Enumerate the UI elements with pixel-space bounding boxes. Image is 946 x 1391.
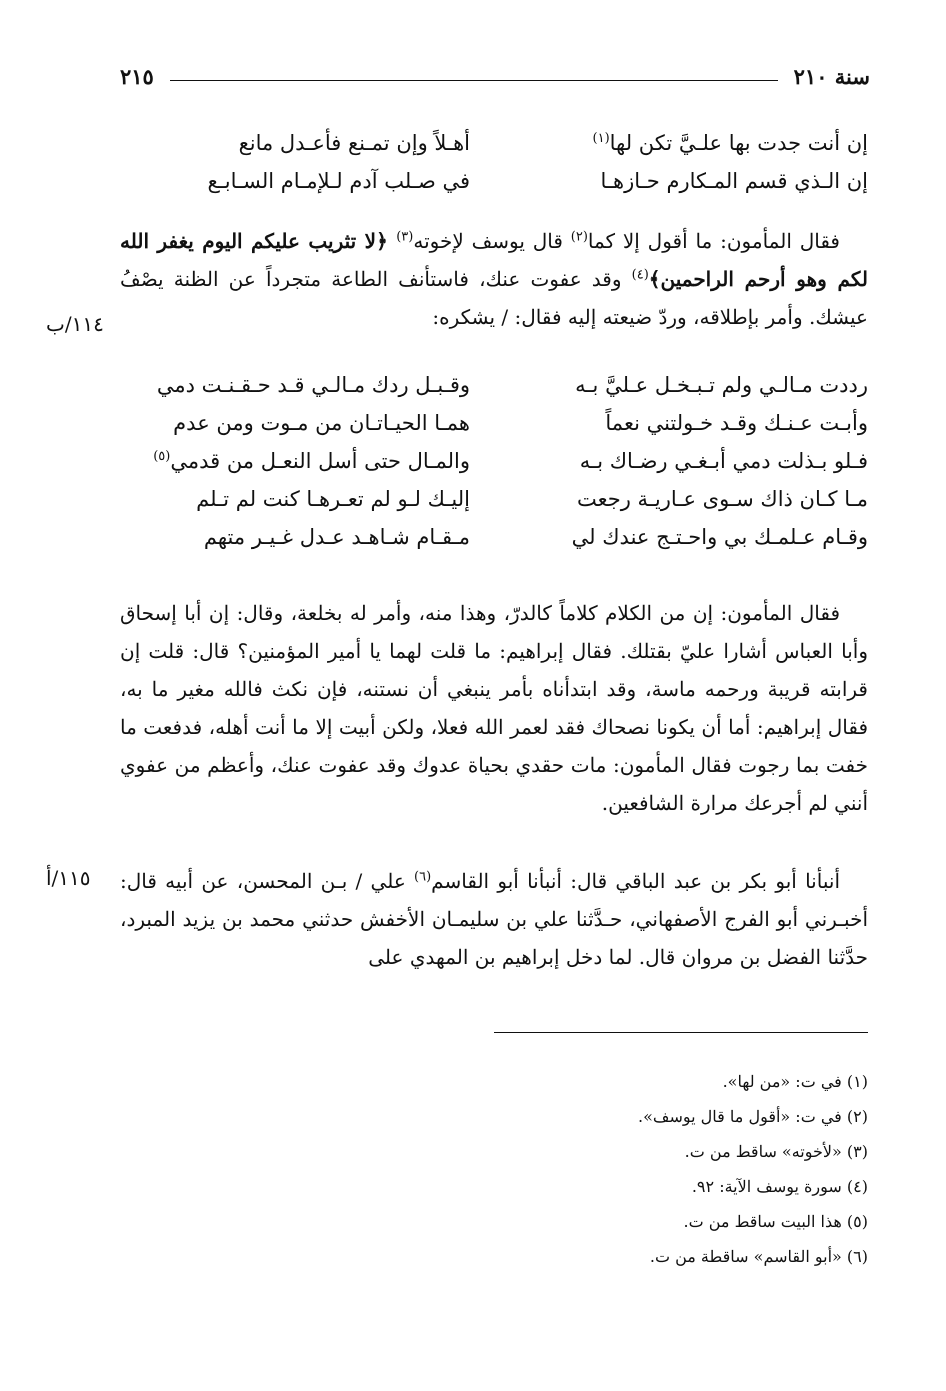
footnote: (٣) «لأخوته» ساقط من ت. [684, 1142, 868, 1161]
footnote: (٦) «أبو القاسم» ساقطة من ت. [649, 1247, 868, 1266]
verse-line [120, 480, 868, 518]
poem-top [120, 124, 868, 200]
page-number: ٢١٥ [120, 64, 154, 89]
verse-line [120, 404, 868, 442]
first-hemistich: إن أنت جدت بها علـيَّ تكن لها$^{(١)}$ [592, 131, 868, 155]
footnote: (١) في ت: «من لها». [722, 1072, 868, 1091]
year-label: سنة ٢١٠ [793, 64, 870, 89]
footnote: (٥) هذا البيت ساقط من ت. [683, 1212, 868, 1231]
second-hemistich: مـقـام شـاهـد عـدل غـيـر متهم [203, 525, 470, 549]
footnote-marker: (١) [592, 131, 610, 146]
verse-line [120, 366, 868, 404]
footnote: (٢) في ت: «أقول ما قال يوسف». [638, 1107, 868, 1126]
footnote-marker: (٥) [153, 449, 171, 464]
verse-line [120, 162, 868, 200]
footnote-marker: (٤) [631, 267, 649, 283]
second-hemistich: همـا الحيـاتـان من مـوت ومن عدم [173, 411, 470, 435]
footnote-separator [494, 1032, 868, 1033]
footnotes [120, 1064, 868, 1274]
verse-line [120, 124, 868, 162]
running-header [120, 62, 870, 94]
paragraph-1: فقال المأمون: ما أقول إلا كما$^{(٢)}$ قال يوسف لإخوته$^{(٣)}$ ﴿لا تثريب عليكم اليوم يغفر الله لكم وهو أرحم الراحمين﴾$^{(٤)}$ وقد عفوت عنك، فاستأنف الطاعة متجرداً عن الظنة يصْفُ عيشك. وأمر بإطلاقه، وردّ ضيعته إليه فقال: / يشكره: [120, 229, 868, 329]
first-hemistich: فـلو بـذلت دمي أبـغـي رضـاك بـه [579, 449, 868, 473]
footnote-marker: (٣) [396, 229, 414, 245]
footnote: (٤) سورة يوسف الآية: ٩٢. [691, 1177, 868, 1196]
header-rule [170, 80, 778, 81]
folio-note-114b: ١١٤/ب [46, 312, 104, 336]
second-hemistich: أهـلاً وإن تمـنع فأعـدل مانع [238, 131, 470, 155]
paragraph-3: أنبأنا أبو بكر بن عبد الباقي قال: أنبأنا أبو القاسم$^{(٦)}$ علي / بـن المحسن، عن أبيه قال: أخبـرني أبو الفرج الأصفهاني، حـدَّثنا علي بن سليمـان الأخفش حدثني محمد بن يزيد المبرد، حدَّثنا الفضل بن مروان قال. لما دخل إبراهيم بن المهدي على [120, 869, 868, 969]
first-hemistich: إن الـذي قسم المـكارم حـازهـا [600, 169, 868, 193]
first-hemistich: وأبـت عـنـك وقـد خـولتني نعماً [605, 411, 868, 435]
verse-line [120, 518, 868, 556]
first-hemistich: رددت مـالـي ولم تـبـخـل عـليَّ بـه [575, 373, 868, 397]
poem-middle [120, 366, 868, 556]
first-hemistich: وقـام عـلمـك بي واحـتـج عندك لي [571, 525, 868, 549]
second-hemistich: وقـبـل ردك مـالـي قـد حـقـنـت دمي [156, 373, 470, 397]
second-hemistich: والمـال حتى أسل النعـل من قدمي$^{(٥)}$ [153, 449, 470, 473]
footnote-marker: (٦) [414, 869, 432, 885]
second-hemistich: في صـلب آدم لـلإمـام السـابـع [207, 169, 470, 193]
paragraph-2: فقال المأمون: إن من الكلام كلاماً كالدرّ، وهذا منه، وأمر له بخلعة، وقال: إن أبا إسحاق وأبا العباس أشارا عليّ بقتلك. فقال إبراهيم: ما قلت لهما يا أمير المؤمنين؟ قال: قلت إن قرابته قريبة ورحمه ماسة، وقد ابتدأناه بأمر ينبغي أن نستنه، فإن نكث فالله مغير ما به، فقال إبراهيم: أما أن يكونا نصحاك فقد لعمر الله فعلا، ولكن أبيت إلا ما أنت أهله، فدفعت ما خفت بما رجوت فقال المأمون: مات حقدي بحياة عدوك وقد عفوت عنك، وأعظم من عفوي أنني لم أجرعك مرارة الشافعين. [120, 601, 868, 815]
footnote-marker: (٢) [570, 229, 588, 245]
folio-note-115a: ١١٥/أ [46, 866, 91, 890]
quran-quote: ﴿لا تثريب عليكم اليوم يغفر الله لكم وهو أرحم الراحمين﴾ [120, 229, 868, 291]
verse-line [120, 442, 868, 480]
second-hemistich: إليـك لـو لم تعـرهـا كنت لم تـلم [196, 487, 470, 511]
first-hemistich: مـا كـان ذاك سـوى عـاريـة رجعت [576, 487, 868, 511]
